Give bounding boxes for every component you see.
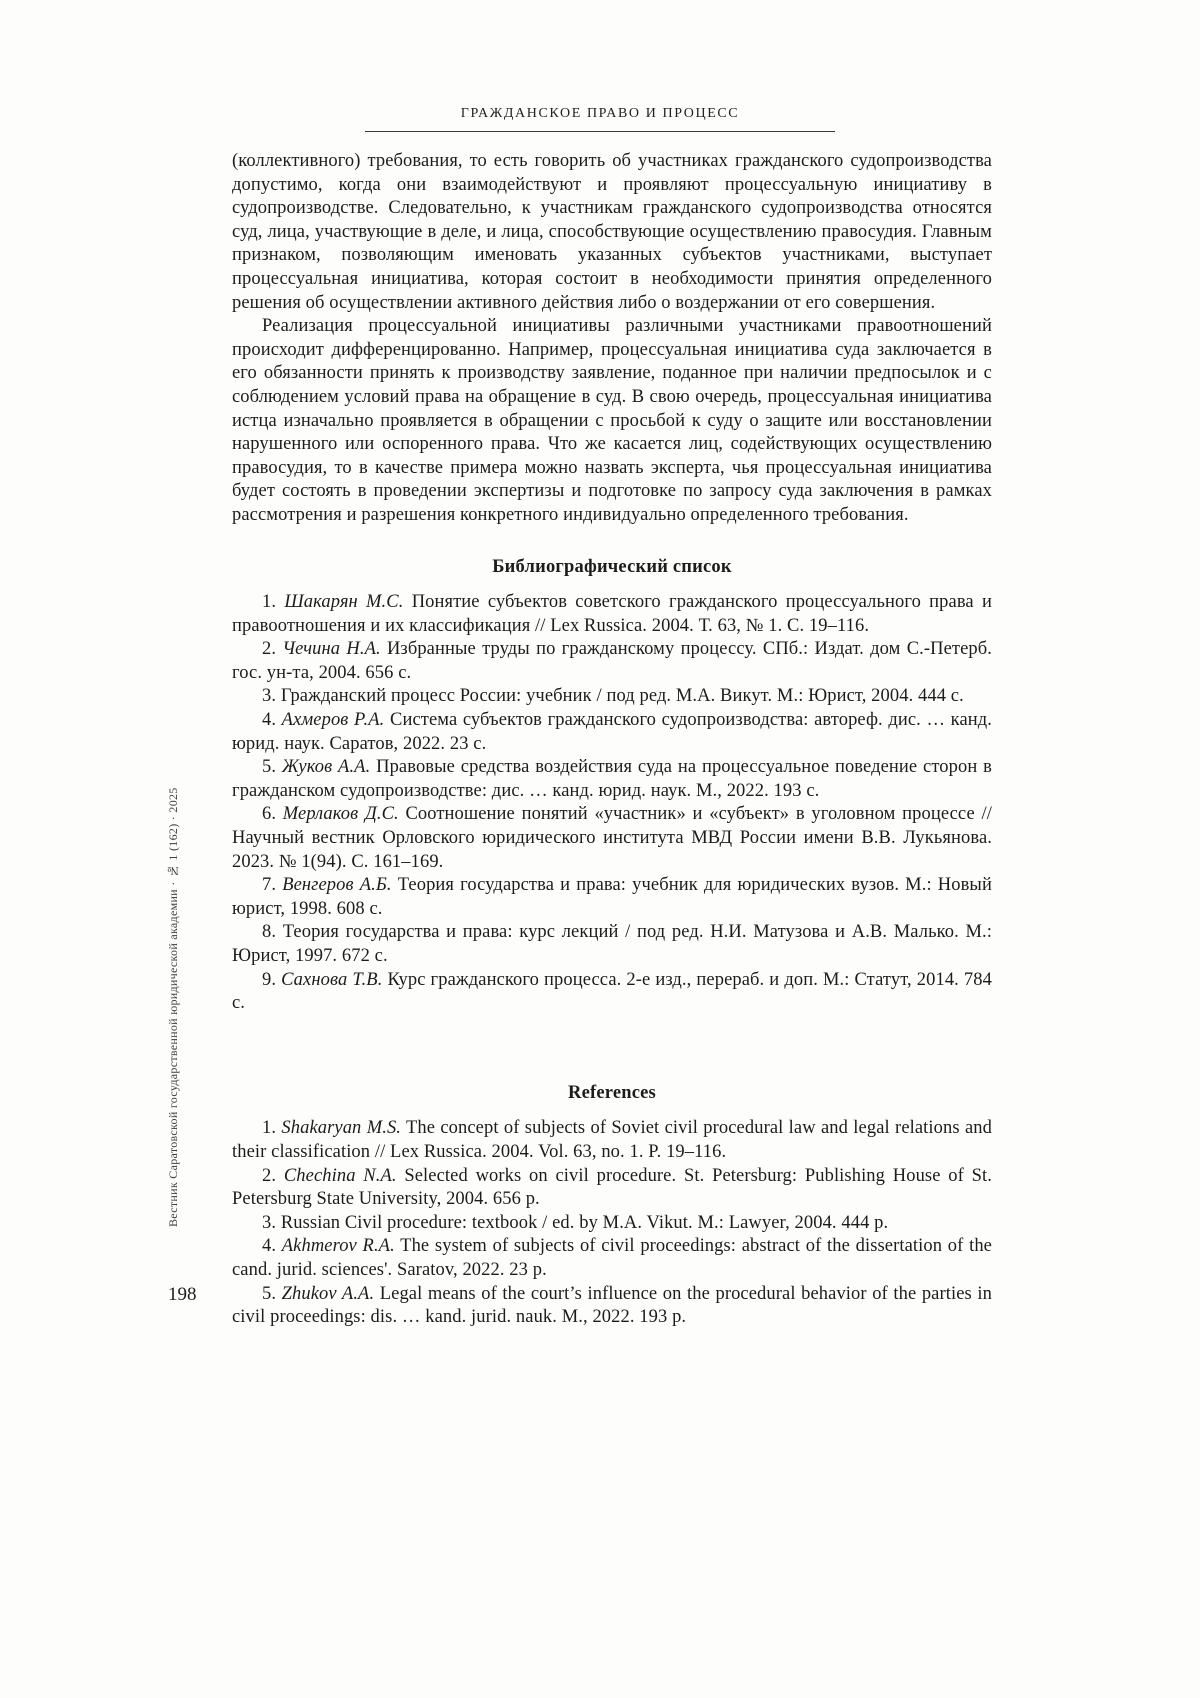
bibliography-item [232,874,992,921]
bibliography-item [232,638,992,685]
item-author: Венгеров А.Б. [282,875,392,896]
item-author: Akhmerov R.A. [281,1236,395,1257]
item-text: The concept of subjects of Soviet civil procedural law and legal relations and their classification // Lex Russica. 2004. Vol. 63, no. 1. P. 19–116. [232,1118,992,1162]
item-text: Соотношение понятий «участник» и «субъект» в уголовном процессе // Научный вестник Орловского юридического института МВД России имени В.В. Лукьянова. 2023. № 1(94). С. 161–169. [232,804,992,872]
reference-item [232,1212,992,1236]
item-text: Legal means of the court’s influence on the procedural behavior of the parties in civil proceedings: dis. … kand. jurid. nauk. М., 2022. 193 p. [232,1283,992,1328]
reference-item [232,1165,992,1212]
item-author: Сахнова Т.В. [281,969,383,990]
item-text: Курс гражданского процесса. 2-е изд., перераб. и доп. М.: Статут, 2014. 784 с. [232,969,992,1014]
bibliography-item [232,591,992,638]
item-number: 6. [262,804,277,825]
item-text: Russian Civil procedure: textbook / ed. by M.A. Vikut. M.: Lawyer, 2004. 444 p. [280,1212,889,1233]
item-number: 2. [262,1165,277,1186]
body-paragraph: Реализация процессуальной инициативы различными участниками правоотношений происходит дифференцированно. Например, процессуальная инициатива суда заключается в его обязанности принять к производству заявление, поданное при наличии предпосылок и с соблюдением условий права на обращение в суд. В свою очередь, процессуальная инициатива истца изначально проявляется в обращении с просьбой к суду о защите или восстановлении нарушенного или оспоренного права. Что же касается лиц, содействующих осуществлению правосудия, то в качестве примера можно назвать эксперта, чья процессуальная инициатива будет состоять в проведении экспертизы и подготовке по запросу суда заключения в рамках рассмотрения и разрешения конкретного индивидуально определенного требования. [232,316,992,525]
item-number: 9. [262,969,277,990]
item-author: Шакарян М.С. [284,592,404,613]
item-number: 4. [262,710,277,731]
running-head [365,106,835,132]
item-number: 7. [262,875,277,896]
running-head-title: ГРАЖДАНСКОЕ ПРАВО И ПРОЦЕСС [460,106,740,121]
page-content [232,150,992,1330]
item-author: Жуков А.А. [281,757,371,778]
journal-sidebar-text: Вестник Саратовской государственной юридической академии · № 1 (162) · 2025 [166,787,180,1227]
bibliography-item [232,685,992,709]
item-text: Система субъектов гражданского судопроизводства: автореф. дис. … канд. юрид. наук. Саратов, 2022. 23 с. [232,710,993,754]
item-number: 4. [262,1236,277,1257]
item-number: 3. [262,686,277,707]
bibliography-item [232,756,992,803]
item-text: Теория государства и права: учебник для юридических вузов. М.: Новый юрист, 1998. 608 с. [232,875,992,919]
item-number: 3. [262,1212,277,1233]
item-number: 1. [262,1118,277,1139]
item-author: Чечина Н.А. [282,639,381,660]
item-author: Zhukov A.A. [281,1283,375,1304]
item-text: Понятие субъектов советского гражданского процессуального права и правоотношения и их классификация // Lex Russica. 2004. Т. 63, № 1. С. 19–116. [232,592,992,636]
body-paragraph: (коллективного) требования, то есть говорить об участниках гражданского судопроизводства допустимо, когда они взаимодействуют и проявляют процессуальную инициативу в судопроизводстве. Следовательно, к участникам гражданского судопроизводства относятся суд, лица, участвующие в деле, и лица, способствующие осуществлению правосудия. Главным признаком, позволяющим именовать указанных субъектов участниками, выступает процессуальная инициатива, которая состоит в необходимости принятия определенного решения об осуществлении активного действия либо о воздержании от его совершения. [232,151,992,313]
item-number: 5. [262,757,277,778]
reference-item [232,1235,992,1282]
references-title: References [568,1082,656,1103]
bibliography-title: Библиографический список [492,556,732,577]
reference-item [232,1117,992,1164]
item-author: Chechina N.A. [283,1165,397,1186]
item-number: 8. [262,922,277,943]
item-text: Гражданский процесс России: учебник / под ред. М.А. Викут. М.: Юрист, 2004. 444 с. [280,686,964,707]
bibliography-item [232,709,992,756]
item-author: Ахмеров Р.А. [281,710,385,731]
bibliography-item [232,969,992,1016]
item-text: Правовые средства воздействия суда на процессуальное поведение сторон в гражданском судопроизводстве: дис. … канд. юрид. наук. М., 2022. 193 с. [232,757,992,801]
item-author: Shakaryan M.S. [281,1118,402,1139]
item-number: 1. [262,592,277,613]
item-text: The system of subjects of civil proceedings: abstract of the dissertation of the cand. jurid. sciences'. Saratov, 2022. 23 p. [232,1236,992,1280]
item-text: Избранные труды по гражданскому процессу. СПб.: Издат. дом С.-Петерб. гос. ун-та, 2004. 656 с. [232,639,992,683]
reference-item [232,1283,992,1330]
item-number: 2. [262,639,277,660]
page-number: 198 [168,1284,197,1305]
item-author: Мерлаков Д.С. [282,804,399,825]
item-text: Теория государства и права: курс лекций / под ред. Н.И. Матузова и А.В. Малько. М.: Юрист, 1997. 672 с. [232,922,992,966]
item-text: Selected works on civil procedure. St. Petersburg: Publishing House of St. Petersburg State University, 2004. 656 p. [232,1165,993,1210]
bibliography-item [232,921,992,968]
bibliography-item [232,803,992,874]
item-number: 5. [262,1283,277,1304]
